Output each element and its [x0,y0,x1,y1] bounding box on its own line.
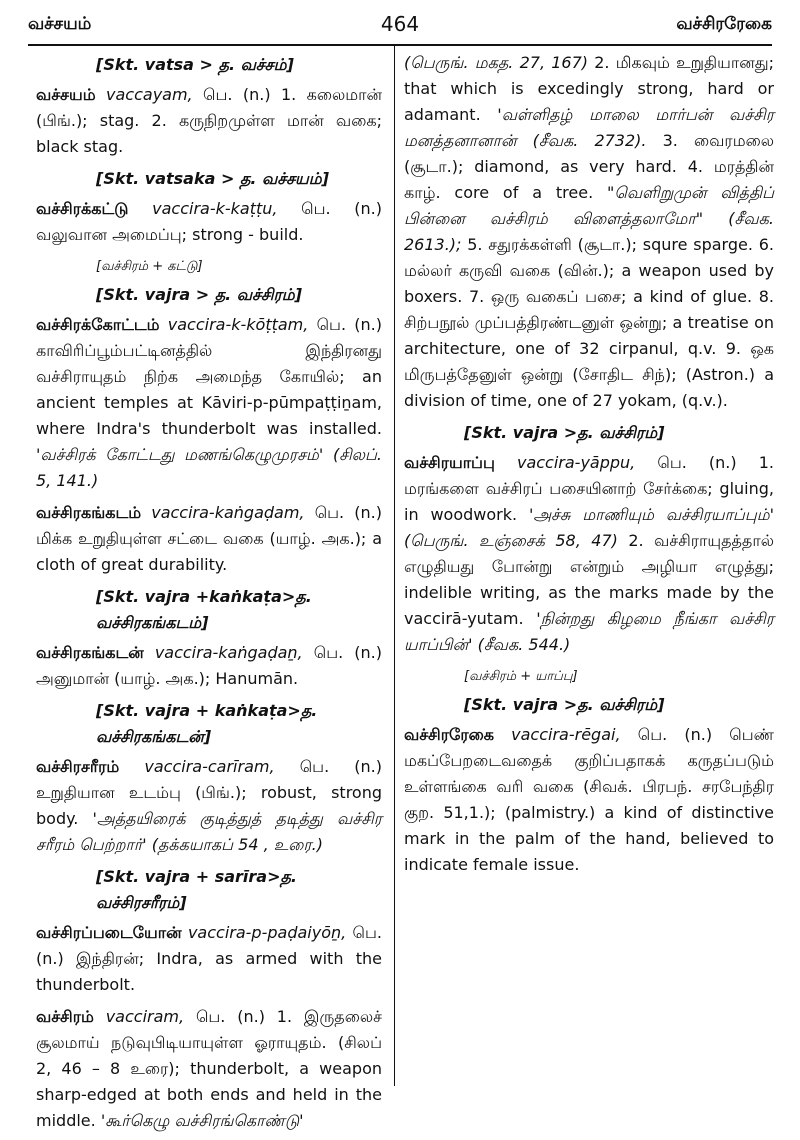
transliteration: vacciram, [105,1007,185,1026]
transliteration: vaccira-yāppu, [516,453,636,472]
definition: பெ. (n.) வலுவான அமைப்பு; strong - build. [36,199,382,244]
quotation: 'நின்றது கிழமை நீங்கா வச்சிர யாப்பின்' (சீவக. 544.) [404,609,774,654]
etymology: [Skt. vatsaka > த. வச்சயம்] [96,169,329,188]
column-divider [394,46,395,1086]
headword: வச்சிரயாப்பு [404,453,495,472]
transliteration: vaccira-kaṅgaḍaṉ, [154,643,303,662]
dictionary-entry [36,920,382,998]
transliteration: vaccira-rēgai, [511,725,621,744]
etymology: [Skt. vajra + sarīra>த. வச்சிரசரீரம்] [96,867,298,912]
definition: 2. மிகவும் உறுதியானது; that which is excedingly strong, hard or adamant. [404,53,774,124]
definition: பெ. (n.) 1. கலைமான் (பிங்.); stag. 2. கருநிறமுள்ள மான் வகை; black stag. [36,85,382,156]
definition: 2. வச்சிராயுதத்தால் எழுதியது போன்று என்றும் அழியா எழுத்து; indelible writing, as the marks made by the vaccirā-yutam. [404,531,774,628]
definition: பெ.(n.) இந்திரன்; Indra, as armed with the thunderbolt. [36,923,382,994]
quotation: (பெருங். மகத. 27, 167) [404,53,589,72]
definition: 5. சதுரக்கள்ளி (சூடா.); squre sparge. 6. மல்லர் கருவி வகை (வின்.); a weapon used by boxers. 7. ஒரு வகைப் பசை; a kind of glue. 8. சிற்பநூல் முப்பத்திரண்டனுள் ஒன்று; a treatise on architecture, one of 32 cirpanul, q.v. 9. ஒக மிருபத்தேனுள் ஒன்று (சோதிட சிந்); (Astron.) a division of time, one of 27 yokam, (q.v.). [404,235,774,410]
dictionary-entry [36,196,382,248]
dictionary-entry [36,312,382,494]
quotation: 'வச்சிரக் கோட்டது மணங்கெழுமுரசம்' (சிலப். 5, 141.) [36,445,382,490]
dictionary-entry [404,722,774,878]
definition: பெ. (n.) 1. இருதலைச் சூலமாய் நடுவுபிடியாயுள்ள ஓராயுதம். (சிலப் 2, 46 – 8 உரை); thunderbolt, a weapon sharp-edged at both ends and held in the middle. [36,1007,382,1130]
header-left-guide-word: வச்சயம் [28,14,92,34]
derivation: [வச்சிரம் + யாப்பு] [464,669,578,684]
definition: பெ. (n.) காவிரிப்பூம்பட்டினத்தில் இந்திரனது வச்சிராயுதம் நிற்க அமைந்த கோயில்; an ancient temples at Kāviri-p-pūmpaṭṭiṉam, where Indra's thunderbolt was installed. [36,315,382,438]
transliteration: vaccayam, [106,85,193,104]
headword: வச்சிரகங்கடம் [36,503,142,522]
etymology: [Skt. vajra + kaṅkaṭa>த. வச்சிரகங்கடன்] [96,701,318,746]
quotation: 'கூர்கெழு வச்சிரங்கொண்டு' [100,1111,304,1130]
etymology: [Skt. vatsa > த. வச்சம்] [96,55,294,74]
headword: வச்சிரப்படையோன் [36,923,182,942]
transliteration: vaccira-k-kōṭṭam, [167,315,309,334]
dictionary-entry [404,450,774,658]
header-right-guide-word: வச்சிரரேகை [676,14,772,34]
dictionary-entry [36,82,382,160]
quotation: 'அச்சு மாணியும் வச்சிரயாப்பும்' (பெருங். உஞ்சைக் 58, 47) [404,505,775,550]
transliteration: vaccira-p-paḍaiyōṉ, [187,923,347,942]
quotation: 'அத்தயிரைக் குடித்துத் தடித்து வச்சிர சரீரம் பெற்றார்' (தக்கயாகப் 54 , உரை.) [36,809,382,854]
transliteration: vaccira-k-kaṭṭu, [152,199,278,218]
left-column [36,50,382,1140]
header-rule [28,44,772,46]
entry-continuation [404,50,774,414]
headword: வச்சிரக்கோட்டம் [36,315,160,334]
page-number: 464 [380,12,420,36]
definition: பெ. (n.) அனுமான் (யாழ். அக.); Hanumān. [36,643,383,688]
dictionary-entry [36,640,382,692]
right-column [404,50,774,884]
dictionary-entry [36,1004,382,1134]
page-header [28,6,772,40]
definition: பெ. (n.) பெண் மகப்பேறடைவதைக் குறிப்பதாகக் கருதப்படும் உள்ளங்கை வரி வகை (சிவக். பிரபந். சரபேந்திர குற. 51,1.); (palmistry.) a kind of distinctive mark in the palm of the hand, believed to indicate female issue. [404,725,774,874]
etymology: [Skt. vajra >த. வச்சிரம்] [464,423,665,442]
headword: வச்சிரரேகை [404,725,494,744]
headword: வச்சிரசரீரம் [36,757,120,776]
definition: பெ. (n.) உறுதியான உடம்பு (பிங்.); robust, strong body. [36,757,383,828]
definition: 3. வைரமலை (சூடா.); diamond, as very hard. 4. மரத்தின் காழ். core of a tree. [404,131,774,202]
derivation: [வச்சிரம் + கட்டு] [96,259,203,274]
headword: வச்சிரக்கட்டு [36,199,129,218]
definition: பெ. (n.) மிக்க உறுதியுள்ள சட்டை வகை (யாழ். அக.); a cloth of great durability. [36,503,383,574]
definition: பெ. (n.) 1. மரங்களை வச்சிரப் பசையினாற் சேர்க்கை; gluing, in woodwork. [404,453,774,524]
quotation: 'வள்ளிதழ் மாலை மார்பன் வச்சிர மனத்தனானான் (சீவக. 2732). [404,105,774,150]
transliteration: vaccira-carīram, [144,757,275,776]
transliteration: vaccira-kaṅgaḍam, [151,503,305,522]
etymology: [Skt. vajra >த. வச்சிரம்] [464,695,665,714]
quotation: "வெளிறுமுன் வித்திப் பின்னை வச்சிரம் விளைத்தலாமோ" (சீவக. 2613.); [404,183,774,254]
headword: வச்சயம் [36,85,96,104]
dictionary-entry [36,500,382,578]
headword: வச்சிரம் [36,1007,94,1026]
etymology: [Skt. vajra > த. வச்சிரம்] [96,285,302,304]
headword: வச்சிரகங்கடன் [36,643,144,662]
etymology: [Skt. vajra +kaṅkaṭa>த. வச்சிரகங்கடம்] [96,587,312,632]
dictionary-entry [36,754,382,858]
